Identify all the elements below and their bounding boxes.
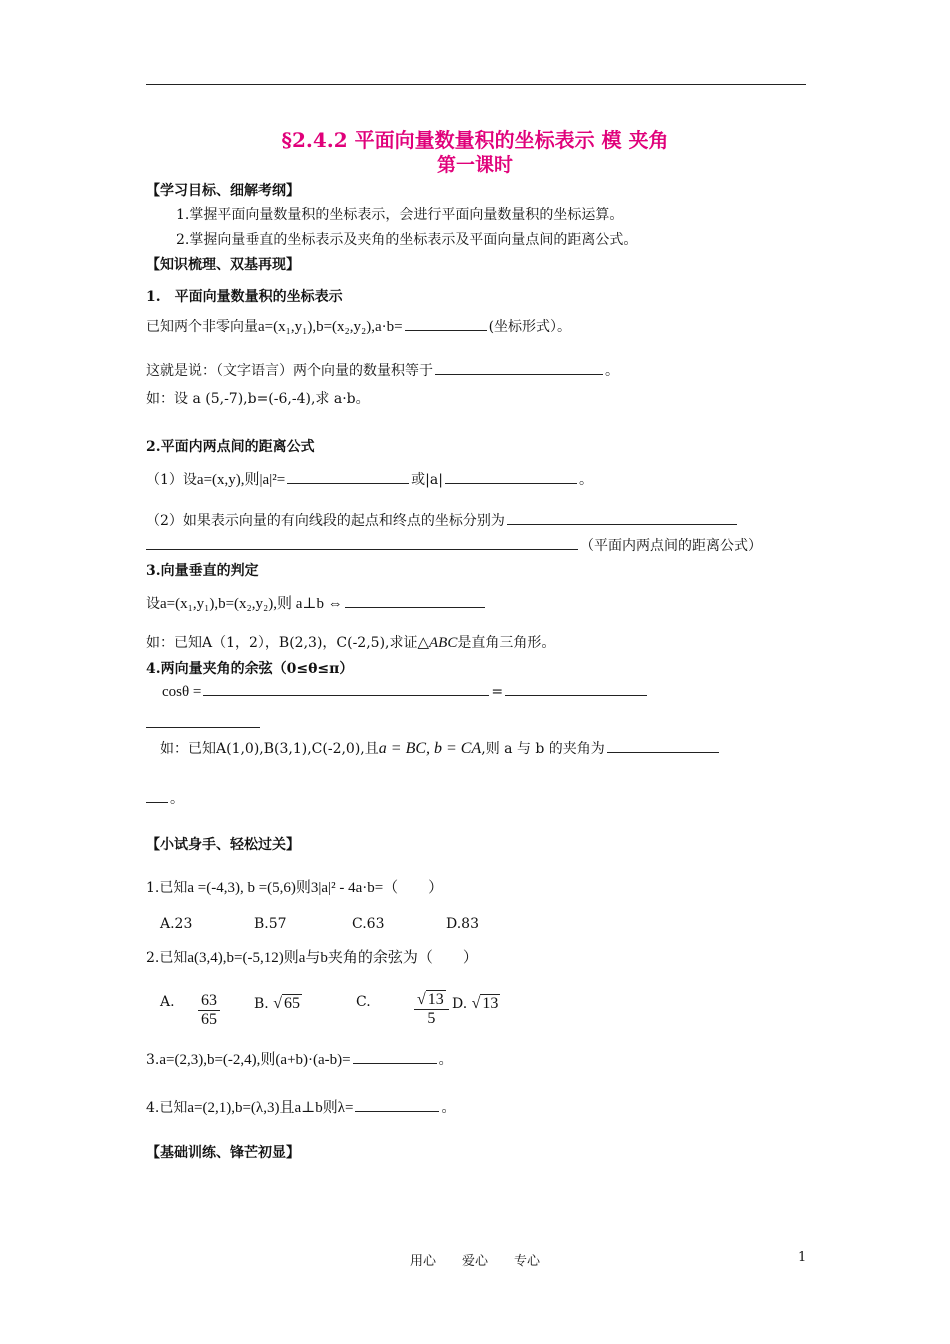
k1-line1-suffix: (坐标形式）。 (488, 319, 572, 335)
sqrt-sign: √ (273, 995, 282, 1012)
q1-line (146, 876, 443, 897)
blank-line (445, 482, 577, 484)
q3-end: 。 (438, 1052, 453, 1068)
q3-formula: a=(2,3),b=(-2,4),则(a+b)·(a-b)= (159, 1052, 351, 1068)
q2-option-c-label: C. (356, 994, 371, 1010)
q4-line (146, 1096, 455, 1117)
blank-line (435, 373, 603, 375)
blank-line (405, 329, 487, 331)
numerator: 63 (198, 992, 220, 1011)
blank-line (353, 1062, 437, 1064)
k1-line2 (146, 360, 619, 380)
radicand: 13 (427, 991, 444, 1008)
k2-line3-suffix: （平面内两点间的距离公式） (580, 538, 762, 554)
k4-example-cont (146, 788, 184, 808)
q1-prefix: 1.已知 (146, 880, 188, 896)
k1-heading: 1. 平面向量数量积的坐标表示 (146, 289, 343, 305)
fraction (414, 990, 449, 1028)
top-rule (146, 84, 806, 85)
k4-example-mid: ,则 a 与 b 的夹角为 (481, 741, 605, 757)
k3-line2-triangle: △ABC (417, 635, 458, 651)
k2-line1-or: 或|a| (411, 472, 443, 488)
denominator: 65 (201, 1011, 217, 1028)
q2-option-a-frac (198, 992, 220, 1029)
blank-line (607, 751, 719, 753)
radicand: 13 (482, 995, 499, 1012)
blank-line (203, 694, 489, 696)
k4-cos-cont (146, 716, 262, 732)
k2-line1-prefix: （1）设 (146, 472, 197, 488)
q1-option-b: B.57 (254, 916, 287, 932)
k1-example: 如：设 a (5,-7),b=(-6,-4),求 a·b。 (146, 391, 370, 407)
practice-heading: 【小试身手、轻松过关】 (146, 837, 300, 853)
q1-option-d: D.83 (446, 916, 479, 932)
k3-line1-formula: a=(x₁,y₁),b=(x₂,y₂),则 a⊥b ⇔ (160, 596, 343, 612)
q2-line (146, 946, 478, 967)
goals-heading: 【学习目标、细解考纲】 (146, 183, 300, 199)
denominator: 5 (427, 1010, 436, 1027)
q1-formula: a =(-4,3), b =(5,6)则3|a|² - 4a·b=（ ） (187, 880, 444, 896)
q2-option-d-label: D. (452, 996, 468, 1012)
radicand: 65 (283, 995, 300, 1012)
k3-line1-prefix: 设 (146, 596, 160, 612)
knowledge-heading: 【知识梳理、双基再现】 (146, 257, 300, 273)
k3-line2 (146, 632, 555, 652)
k1-line1-prefix: 已知两个非零向量 (146, 319, 258, 335)
q2-option-c-frac (414, 990, 449, 1028)
q1-option-c: C.63 (352, 916, 385, 932)
k4-heading: 4.两向量夹角的余弦（0≤θ≤π） (146, 661, 354, 677)
q2-option-b-label: B. (254, 996, 269, 1012)
goal-2: 2.掌握向量垂直的坐标表示及夹角的坐标表示及平面向量点间的距离公式。 (176, 232, 638, 248)
k4-example (160, 738, 721, 758)
blank-line (507, 523, 737, 525)
q3-prefix: 3. (146, 1052, 160, 1068)
q4-prefix: 4.已知 (146, 1100, 188, 1116)
k2-heading: 2.平面内两点间的距离公式 (146, 439, 315, 455)
k1-line2-suffix: 。 (605, 363, 619, 379)
q2-prefix: 2.已知 (146, 950, 188, 966)
q4-end: 。 (441, 1100, 456, 1116)
page-number: 1 (798, 1250, 807, 1265)
k1-line1-formula: a=(x₁,y₁),b=(x₂,y₂),a·b= (258, 319, 403, 335)
page-subtitle: 第一课时 (436, 154, 513, 176)
q2-option-b (254, 994, 302, 1013)
basic-heading: 【基础训练、锋芒初显】 (146, 1145, 300, 1161)
k4-example-end: 。 (170, 791, 184, 807)
fraction (198, 992, 220, 1029)
k2-line1-formula: a=(x,y),则|a|²= (196, 472, 286, 488)
blank-line (146, 548, 578, 550)
k3-line2-text: 如：已知A（1，2），B(2,3)，C(-2,5),求证 (146, 635, 418, 651)
k2-line1 (146, 468, 593, 489)
blank-line (146, 801, 168, 803)
k2-line2-text: （2）如果表示向量的有向线段的起点和终点的坐标分别为 (146, 513, 505, 529)
k1-line1 (146, 316, 571, 336)
sqrt-sign: √ (417, 991, 426, 1008)
k2-line3 (146, 535, 762, 555)
sqrt-sign: √ (471, 995, 481, 1012)
footer-motto: 用心 爱心 专心 (409, 1254, 540, 1269)
blank-line (355, 1110, 439, 1112)
numerator (414, 990, 449, 1010)
k4-example-formula: a = BC, b = CA (378, 740, 482, 757)
k3-line1 (146, 592, 487, 613)
goal-1: 1.掌握平面向量数量积的坐标表示，会进行平面向量数量积的坐标运算。 (176, 207, 624, 223)
k4-eq: = (491, 684, 504, 700)
q2-option-a-label: A. (160, 994, 175, 1010)
blank-line (287, 482, 409, 484)
k3-heading: 3.向量垂直的判定 (146, 563, 259, 579)
k3-line2-suffix: 是直角三角形。 (457, 635, 556, 651)
k1-line2-prefix: 这就是说：（文字语言）两个向量的数量积等于 (146, 363, 433, 379)
q1-option-a: A.23 (160, 916, 193, 932)
page-title: §2.4.2 平面向量数量积的坐标表示 模 夹角 (281, 128, 669, 152)
q3-line (146, 1048, 453, 1069)
k2-line1-end: 。 (578, 472, 593, 488)
k4-cos-line (162, 684, 649, 701)
q4-formula: a=(2,1),b=(λ,3)且a⊥b则λ= (187, 1100, 354, 1116)
k2-line2 (146, 510, 739, 530)
blank-line (345, 606, 485, 608)
blank-line (505, 694, 647, 696)
q2-option-d (452, 994, 500, 1013)
q2-formula: a(3,4),b=(-5,12)则a与b夹角的余弦为（ ） (187, 950, 478, 966)
blank-line (146, 726, 260, 728)
k4-cos-label: cosθ = (162, 684, 202, 700)
k4-example-text: 如：已知A(1,0),B(3,1),C(-2,0),且 (160, 741, 379, 757)
